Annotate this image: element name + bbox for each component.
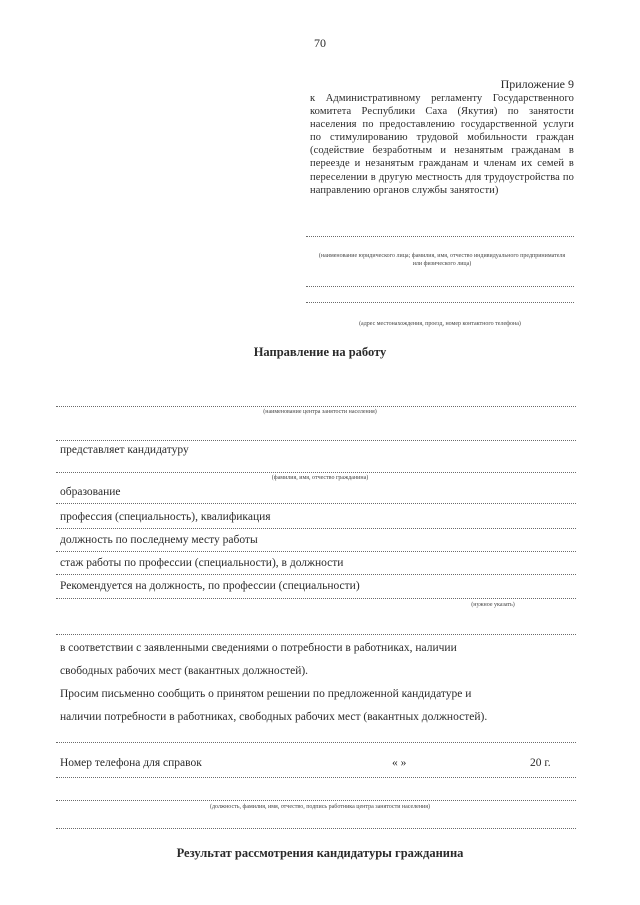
education-line [56,503,576,504]
phone-line [56,777,576,778]
form-title: Направление на работу [253,345,387,359]
date-year: 20 г. [530,757,551,769]
blank-line-2 [56,634,576,635]
last-position-line [56,551,576,552]
request-text-2: наличии потребности в работниках, свободных рабочих мест (вакантных должностей). [60,711,488,723]
accordance-text-2: свободных рабочих мест (вакантных должностей). [60,665,309,677]
blank-line-1 [56,440,576,441]
profession-line [56,528,576,529]
request-text-1: Просим письменно сообщить о принятом решении по предложенной кандидатуре и [60,688,472,700]
profession-label: профессия (специальность), квалификация [60,511,271,523]
employment-service-caption: (наименование центра занятости населения) [263,409,377,415]
address-line-2 [306,302,574,303]
appendix-text: к Административному регламенту Государственного комитета Республики Саха (Якутия) по занятости населения по предоставлению государственной услуги по стимулированию трудовой мобильности граждан (содействие безработным и незанятым гражданам в переезде и незанятым гражданам и членам их семей в переселении в другую местность для трудоустройства по направлению органов службы занятости) [310,93,574,196]
address-caption: (адрес местонахождения, проезд, номер контактного телефона) [359,321,521,327]
experience-line [56,574,576,575]
employment-service-line [56,406,576,407]
blank-line-3 [56,742,576,743]
signer-line [56,800,576,801]
specify-caption: (нужное указать) [471,602,515,608]
result-title: Результат рассмотрения кандидатуры гражданина [176,846,464,860]
last-position-label: должность по последнему месту работы [60,534,258,546]
appendix-title: Приложение 9 [500,77,574,91]
citizen-name-caption: (фамилия, имя, отчество гражданина) [271,475,369,481]
recommended-line [56,598,576,599]
accordance-text-1: в соответствии с заявленными сведениями о потребности в работниках, наличии [60,642,457,654]
signer-caption: (должность, фамилия, имя, отчество, подпись работника центра занятости населения) [209,804,431,810]
education-label: образование [60,486,121,498]
separator-line [56,828,576,829]
experience-label: стаж работы по профессии (специальности), в должности [60,557,344,569]
page-number: 70 [314,36,326,50]
recommended-label: Рекомендуется на должность, по профессии (специальности) [60,580,360,592]
date-quotes: « » [392,757,407,769]
address-line-1 [306,286,574,287]
employer-name-caption: (наименование юридического лица; фамилия, имя, отчество индивидуального предпринимателя или физического лица) [318,253,566,267]
citizen-name-line [56,472,576,473]
presents-candidate-label: представляет кандидатуру [60,444,189,456]
employer-name-line [306,236,574,237]
phone-label: Номер телефона для справок [60,757,202,769]
